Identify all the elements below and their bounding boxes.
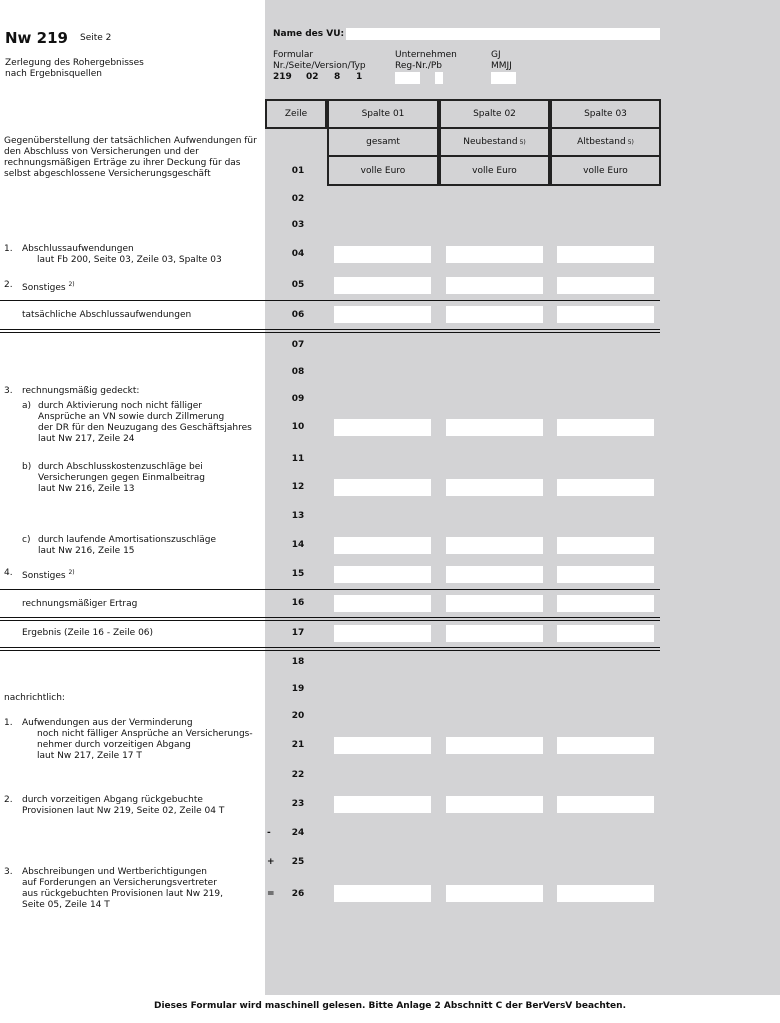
item-b-line-1: durch Abschlusskostenzuschläge bei [38, 462, 203, 472]
sub-col3-label: Altbestand [577, 137, 626, 147]
sub-col2 [439, 127, 550, 157]
row-12-col2-field[interactable] [446, 479, 543, 496]
name-label: Name des VU: [273, 29, 345, 39]
row-number-10: 10 [291, 422, 305, 432]
row-16-col2-field[interactable] [446, 595, 543, 612]
name-field[interactable] [346, 28, 660, 40]
note-1-line-1: Aufwendungen aus der Verminderung [22, 718, 193, 728]
row-number-24: 24 [291, 828, 305, 838]
item-c-line-1: durch laufende Amortisationszuschläge [38, 535, 217, 545]
footer-note: Dieses Formular wird maschinell gelesen. Bitte Anlage 2 Abschnitt C der BerVersV beachten. [153, 1001, 626, 1011]
item-b-number: b) [22, 462, 32, 472]
row-number-12: 12 [291, 482, 305, 492]
row-23-col2-field[interactable] [446, 796, 543, 813]
header-col3: Spalte 03 [550, 99, 661, 129]
row-number-19: 19 [291, 684, 305, 694]
item-2-number: 2. [4, 280, 13, 290]
sub-col3 [550, 127, 661, 157]
item-2-sup: 2) [68, 281, 75, 288]
form-title: Nw 219 [5, 29, 68, 47]
unit-col2: volle Euro [439, 155, 550, 186]
form-page: Seite 2 [80, 33, 112, 43]
sub-col3-sup: 5) [627, 138, 634, 146]
row-number-01: 01 [291, 166, 305, 176]
note-2-number: 2. [4, 795, 13, 805]
row-14-col3-field[interactable] [557, 537, 654, 554]
item-2-line-1 [22, 280, 75, 294]
mmjj-label: MMJJ [491, 61, 512, 71]
row-12-col1-field[interactable] [334, 479, 431, 496]
row-number-09: 09 [291, 394, 305, 404]
row-number-21: 21 [291, 740, 305, 750]
row-04-col2-field[interactable] [446, 246, 543, 263]
minus-sign: - [267, 828, 271, 838]
row-15-col3-field[interactable] [557, 566, 654, 583]
item-c-number: c) [22, 535, 31, 545]
tats-label: tatsächliche Abschlussaufwendungen [22, 310, 192, 320]
item-1-line-2: laut Fb 200, Seite 03, Zeile 03, Spalte 03 [37, 255, 222, 265]
row-number-05: 05 [291, 280, 305, 290]
item-a-number: a) [22, 401, 32, 411]
row-number-20: 20 [291, 711, 305, 721]
row-10-col1-field[interactable] [334, 419, 431, 436]
note-3-line-2: auf Forderungen an Versicherungsvertreter [22, 878, 217, 888]
row-05-col1-field[interactable] [334, 277, 431, 294]
row-15-col1-field[interactable] [334, 566, 431, 583]
rule-below-06-a [0, 329, 660, 330]
row-number-25: 25 [291, 857, 305, 867]
note-1-number: 1. [4, 718, 13, 728]
item-3-line-1: rechnungsmäßig gedeckt: [22, 386, 140, 396]
row-26-col3-field[interactable] [557, 885, 654, 902]
row-23-col3-field[interactable] [557, 796, 654, 813]
ergebnis-label: Ergebnis (Zeile 16 - Zeile 06) [22, 628, 154, 638]
row-17-col3-field[interactable] [557, 625, 654, 642]
item-a-line-4: laut Nw 217, Zeile 24 [38, 434, 135, 444]
row-number-11: 11 [291, 454, 305, 464]
row-16-col3-field[interactable] [557, 595, 654, 612]
sub-col2-label: Neubestand [463, 137, 518, 147]
equals-sign: = [267, 889, 275, 899]
pb-field[interactable] [435, 72, 443, 84]
row-16-col1-field[interactable] [334, 595, 431, 612]
item-1-number: 1. [4, 244, 13, 254]
row-21-col1-field[interactable] [334, 737, 431, 754]
item-4-line-1 [22, 568, 75, 582]
item-a-line-2: Ansprüche an VN sowie durch Zillmerung [38, 412, 225, 422]
typ-value: 1 [356, 72, 363, 82]
item-4-number: 4. [4, 568, 13, 578]
unit-col3: volle Euro [550, 155, 661, 186]
row-17-col1-field[interactable] [334, 625, 431, 642]
sub-col1-label: gesamt [366, 137, 400, 147]
row-05-col3-field[interactable] [557, 277, 654, 294]
row-number-15: 15 [291, 569, 305, 579]
unternehmen-field[interactable] [395, 72, 420, 84]
note-3-line-1: Abschreibungen und Wertberichtigungen [22, 867, 208, 877]
unit-col1: volle Euro [327, 155, 439, 186]
row-04-col3-field[interactable] [557, 246, 654, 263]
row-number-23: 23 [291, 799, 305, 809]
sub-col2-sup: 5) [519, 138, 526, 146]
rechn-label: rechnungsmäßiger Ertrag [22, 599, 138, 609]
row-26-col1-field[interactable] [334, 885, 431, 902]
row-number-02: 02 [291, 194, 305, 204]
item-4-sup: 2) [68, 569, 75, 576]
rule-above-06 [0, 300, 660, 301]
row-06-col3-field[interactable] [557, 306, 654, 323]
item-a-line-1: durch Aktivierung noch nicht fälliger [38, 401, 202, 411]
gj-label: GJ [491, 50, 501, 60]
row-number-06: 06 [291, 310, 305, 320]
note-2-line-2: Provisionen laut Nw 219, Seite 02, Zeile 04 T [22, 806, 225, 816]
note-1-line-4: laut Nw 217, Zeile 17 T [37, 751, 142, 761]
gj-field[interactable] [491, 72, 516, 84]
row-number-14: 14 [291, 540, 305, 550]
row-06-col2-field[interactable] [446, 306, 543, 323]
intro-line-4: selbst abgeschlossene Versicherungsgeschäft [4, 169, 211, 179]
row-14-col2-field[interactable] [446, 537, 543, 554]
row-number-13: 13 [291, 511, 305, 521]
seite-value: 02 [306, 72, 319, 82]
item-2-text: Sonstiges [22, 283, 66, 293]
row-number-17: 17 [291, 628, 305, 638]
rule-below-17-b [0, 650, 660, 651]
intro-line-3: rechnungsmäßigen Erträge zu ihrer Deckung für das [4, 158, 241, 168]
header-zeile: Zeile [265, 99, 327, 129]
row-26-col2-field[interactable] [446, 885, 543, 902]
row-number-18: 18 [291, 657, 305, 667]
item-c-line-2: laut Nw 216, Zeile 15 [38, 546, 135, 556]
row-05-col2-field[interactable] [446, 277, 543, 294]
sub-col1 [327, 127, 439, 157]
row-number-16: 16 [291, 598, 305, 608]
note-1-line-3: nehmer durch vorzeitigen Abgang [37, 740, 191, 750]
rule-below-06-b [0, 332, 660, 333]
row-10-col3-field[interactable] [557, 419, 654, 436]
row-04-col1-field[interactable] [334, 246, 431, 263]
item-4-text: Sonstiges [22, 571, 66, 581]
plus-sign: + [267, 857, 275, 867]
row-21-col2-field[interactable] [446, 737, 543, 754]
row-10-col2-field[interactable] [446, 419, 543, 436]
row-23-col1-field[interactable] [334, 796, 431, 813]
row-number-08: 08 [291, 367, 305, 377]
row-number-07: 07 [291, 340, 305, 350]
form-subtitle-2: nach Ergebnisquellen [5, 69, 103, 79]
row-15-col2-field[interactable] [446, 566, 543, 583]
row-number-22: 22 [291, 770, 305, 780]
rule-above-16 [0, 589, 660, 590]
item-b-line-2: Versicherungen gegen Einmalbeitrag [38, 473, 205, 483]
intro-line-1: Gegenüberstellung der tatsächlichen Aufwendungen für [4, 136, 257, 146]
header-col2: Spalte 02 [439, 99, 550, 129]
rule-below-16-a [0, 617, 660, 618]
note-3-line-4: Seite 05, Zeile 14 T [22, 900, 110, 910]
note-3-number: 3. [4, 867, 13, 877]
item-b-line-3: laut Nw 216, Zeile 13 [38, 484, 135, 494]
item-3-number: 3. [4, 386, 13, 396]
row-17-col2-field[interactable] [446, 625, 543, 642]
header-col1: Spalte 01 [327, 99, 439, 129]
intro-line-2: den Abschluss von Versicherungen und der [4, 147, 199, 157]
nr-label: Nr./Seite/Version/Typ [273, 61, 366, 71]
reg-label: Reg-Nr./Pb [395, 61, 442, 71]
row-21-col3-field[interactable] [557, 737, 654, 754]
row-number-04: 04 [291, 249, 305, 259]
note-1-line-2: noch nicht fälliger Ansprüche an Versicherungs- [37, 729, 253, 739]
rule-below-17-a [0, 647, 660, 648]
note-3-line-3: aus rückgebuchten Provisionen laut Nw 219, [22, 889, 223, 899]
row-12-col3-field[interactable] [557, 479, 654, 496]
formular-label: Formular [273, 50, 314, 60]
row-number-26: 26 [291, 889, 305, 899]
row-14-col1-field[interactable] [334, 537, 431, 554]
nachrichtlich-label: nachrichtlich: [4, 693, 65, 703]
item-1-line-1: Abschlussaufwendungen [22, 244, 134, 254]
row-number-03: 03 [291, 220, 305, 230]
unternehmen-label: Unternehmen [395, 50, 457, 60]
note-2-line-1: durch vorzeitigen Abgang rückgebuchte [22, 795, 203, 805]
row-06-col1-field[interactable] [334, 306, 431, 323]
version-value: 8 [334, 72, 341, 82]
rule-below-16-b [0, 620, 660, 621]
item-a-line-3: der DR für den Neuzugang des Geschäftsjahres [38, 423, 252, 433]
form-subtitle-1: Zerlegung des Rohergebnisses [5, 58, 144, 68]
nr-value: 219 [273, 72, 292, 82]
